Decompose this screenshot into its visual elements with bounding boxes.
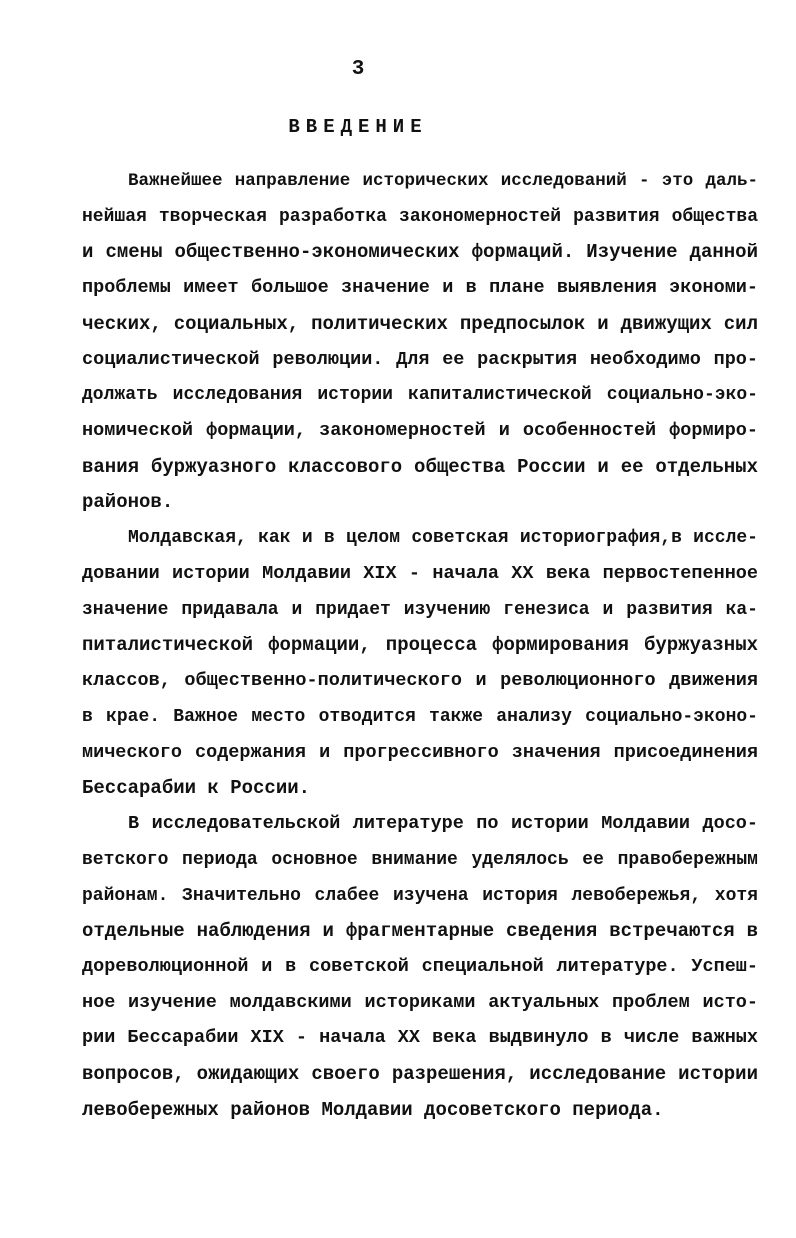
text-line: довании истории Молдавии XIX - начала XX века первостепенное bbox=[82, 563, 758, 584]
text-line: районов. bbox=[82, 491, 174, 513]
text-line: питалистической формации, процесса формирования буржуазных bbox=[82, 634, 758, 656]
text-line: рии Бессарабии XIX - начала XX века выдвинуло в числе важных bbox=[82, 1027, 758, 1048]
text-line: социалистической революции. Для ее раскрытия необходимо про- bbox=[82, 349, 758, 370]
text-line: вания буржуазного классового общества России и ее отдельных bbox=[82, 456, 758, 478]
page-number: 3 bbox=[351, 58, 365, 81]
text-line: должать исследования истории капиталистической социально-эко- bbox=[82, 385, 758, 405]
text-line: отдельные наблюдения и фрагментарные сведения встречаются в bbox=[82, 920, 758, 942]
text-line: Важнейшее направление исторических исследований - это даль- bbox=[128, 171, 758, 191]
text-line: ное изучение молдавскими историками актуальных проблем исто- bbox=[82, 992, 758, 1013]
text-line: значение придавала и придает изучению генезиса и развития ка- bbox=[82, 600, 758, 620]
text-line: нейшая творческая разработка закономерностей развития общества bbox=[82, 207, 758, 227]
text-line: левобережных районов Молдавии досоветского периода. bbox=[82, 1099, 664, 1121]
text-line: проблемы имеет большое значение и в плане выявления экономи- bbox=[82, 277, 758, 298]
text-line: В исследовательской литературе по истории Молдавии досо- bbox=[128, 813, 758, 834]
text-line: мического содержания и прогрессивного значения присоединения bbox=[82, 742, 758, 763]
text-line: дореволюционной и в советской специальной литературе. Успеш- bbox=[82, 956, 758, 977]
text-line: в крае. Важное место отводится также анализу социально-эконо- bbox=[82, 707, 758, 727]
text-line: районам. Значительно слабее изучена история левобережья, хотя bbox=[82, 886, 758, 906]
text-line: Молдавская, как и в целом советская историография,в иссле- bbox=[128, 528, 758, 548]
text-line: вопросов, ожидающих своего разрешения, исследование истории bbox=[82, 1063, 758, 1085]
text-line: ческих, социальных, политических предпосылок и движущих сил bbox=[82, 313, 758, 335]
text-line: классов, общественно-политического и революционного движения bbox=[82, 670, 758, 691]
section-title: ВВЕДЕНИЕ bbox=[288, 116, 428, 138]
text-line: Бессарабии к России. bbox=[82, 777, 311, 799]
text-line: и смены общественно-экономических формаций. Изучение данной bbox=[82, 241, 758, 263]
text-line: номической формации, закономерностей и особенностей формиро- bbox=[82, 420, 758, 441]
text-line: ветского периода основное внимание уделялось ее правобережным bbox=[82, 850, 758, 870]
